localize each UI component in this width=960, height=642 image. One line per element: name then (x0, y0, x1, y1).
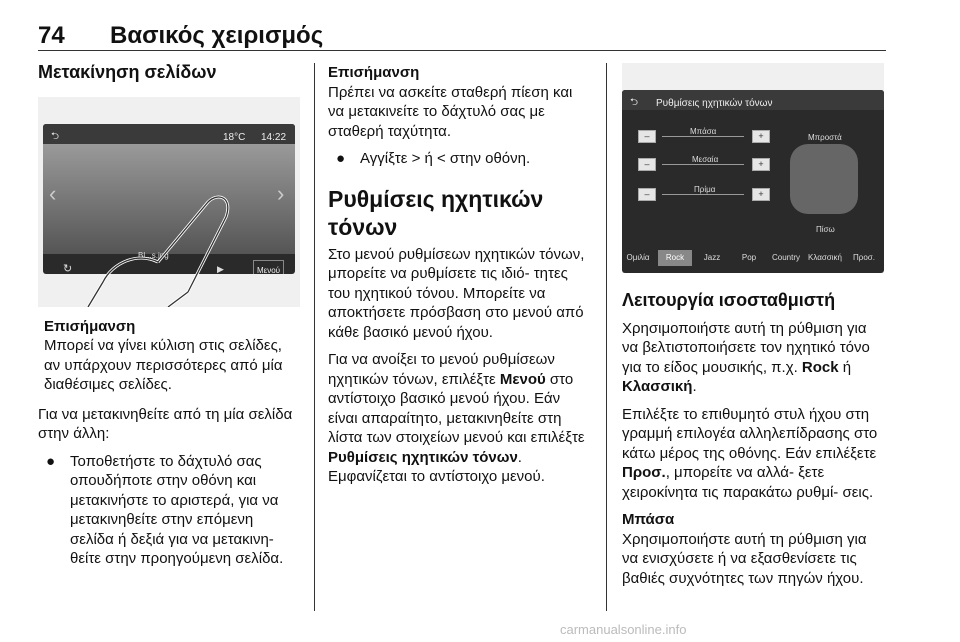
column-1 (38, 63, 300, 577)
status-bar (43, 124, 295, 144)
plus-button: + (752, 158, 770, 171)
page-scroll-figure (38, 97, 300, 307)
bullet-item: ● Τοποθετήστε το δάχτυλό σας οπουδήποτε στην οθόνη και μετακινήστε το αριστερά, για να μετακινηθείτε στην επόμενη σελίδα ή δεξιά για να μετακινη- θείτε στην προηγούμενη σελίδα. (46, 452, 284, 567)
screen-title: Ρυθμίσεις ηχητικών τόνων (656, 98, 773, 109)
slider-track (662, 194, 744, 195)
note-title: Επισήμανση (44, 317, 136, 335)
section-heading: Ρυθμίσεις ηχητικών τόνων (328, 185, 544, 240)
tab-pop: Pop (741, 253, 757, 262)
column-divider (606, 63, 607, 611)
tone-settings-figure (622, 63, 884, 273)
section-heading: Μετακίνηση σελίδων (38, 62, 217, 82)
paragraph: Χρησιμοποιήστε αυτή τη ρύθμιση για να βελτιστοποιήσετε τον ηχητικό τόνο για το είδος μουσικής, π.χ. Rock ή Κλασσική. (622, 319, 870, 395)
slider-label: Πρίμα (694, 185, 716, 194)
paragraph: Για να ανοίξει το μενού ρυθμίσεων ηχητικών τόνων, επιλέξτε Μενού στο αντίστοιχο βασικό μενού ήχου. Εάν είναι απαραίτητο, μετακινηθείτε στη λίστα των στοιχείων μενού και επιλέξτε Ρυθμίσεις ηχητικών τόνων. Εμφανίζεται το αντίστοιχο μενού. (328, 351, 585, 485)
paragraph: Χρησιμοποιήστε αυτή τη ρύθμιση για να ενισχύσετε ή να εξασθενίσετε τις βαθιές συχνότητες των πηγών ήχου. (622, 530, 867, 587)
plus-button: + (752, 130, 770, 143)
back-icon: ⮌ (51, 130, 60, 142)
section-heading: Λειτουργία ισοσταθμιστή (622, 290, 836, 310)
rotate-icon: ↻ (63, 262, 73, 274)
tab-rock: Rock (658, 250, 692, 266)
hand-icon (58, 192, 238, 307)
title-bar (622, 90, 884, 110)
column-2 (328, 63, 590, 495)
note-block (328, 63, 590, 141)
chevron-left-icon: ‹ (49, 180, 57, 206)
image-caption: Bl...s.jpg (138, 250, 169, 260)
subheading: Μπάσα (622, 511, 675, 528)
paragraph: Επιλέξτε το επιθυμητό στυλ ήχου στη γραμμή επιλογέα αλληλεπίδρασης στο κάτω μέρος της οθόνης. Εάν επιλέξετε Προσ., μπορείτε να αλλά- ξετε χειροκίνητα τις παρακάτω ρυθμί- σεις. (622, 405, 878, 501)
note-text: Πρέπει να ασκείτε σταθερή πίεση και να μετακινείτε το δάχτυλό σας με σταθερή ταχύτητα. (328, 83, 573, 140)
tab-jazz: Jazz (703, 253, 721, 262)
paragraph: Για να μετακινηθείτε από τη μία σελίδα στην άλλη: (38, 405, 293, 442)
watermark: carmanualsonline.info (560, 622, 687, 637)
slider-label: Μπάσα (690, 127, 717, 136)
rear-label: Πίσω (816, 225, 835, 234)
tab-classical: Κλασσική (808, 253, 842, 262)
car-seat-graphic (790, 144, 858, 214)
page-number: 74 (38, 22, 65, 49)
tab-country: Country (771, 253, 800, 262)
temperature: 18°C (223, 131, 246, 143)
minus-button: – (638, 188, 656, 201)
screen-image (622, 90, 884, 273)
chevron-right-icon: › (277, 180, 285, 206)
note-block (44, 317, 300, 395)
clock: 14:22 (261, 131, 287, 143)
front-label: Μπροστά (808, 133, 842, 142)
note-text: Μπορεί να γίνει κύλιση στις σελίδες, αν υπάρχουν περισσότερες από μία διαθέσιμες σελίδες. (44, 337, 283, 393)
tab-speech: Ομιλία (626, 253, 650, 262)
minus-button: – (638, 158, 656, 171)
bullet-item: ● Αγγίξτε > ή < στην οθόνη. (336, 150, 531, 167)
menu-button: Μενού (253, 260, 284, 274)
plus-button: + (752, 188, 770, 201)
column-divider (314, 63, 315, 611)
page-title: Βασικός χειρισμός (110, 22, 324, 49)
minus-button: – (638, 130, 656, 143)
column-3 (622, 63, 886, 596)
page-header (38, 20, 886, 51)
back-icon: ⮌ (630, 97, 639, 108)
note-title: Επισήμανση (328, 64, 420, 81)
paragraph: Στο μενού ρυθμίσεων ηχητικών τόνων, μπορείτε να ρυθμίσετε τις ιδιό- τητες του ηχητικού τόνου. Μπορείτε να αποκτήσετε πρόσβαση στο μενού από κάθε βασικό μενού ήχου. (328, 245, 585, 341)
tab-custom: Προσ. (853, 253, 875, 262)
play-icon: ▶ (217, 263, 224, 274)
slider-track (662, 164, 744, 165)
slider-label: Μεσαία (692, 155, 719, 164)
slider-track (662, 136, 744, 137)
